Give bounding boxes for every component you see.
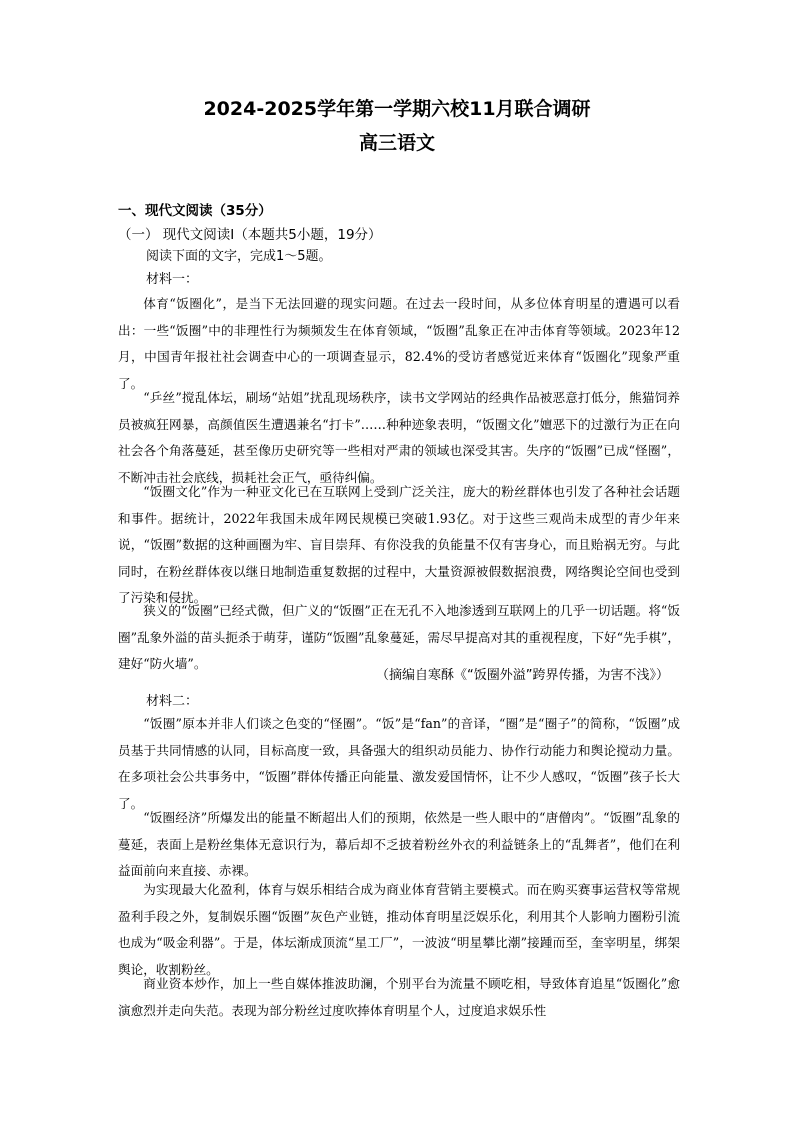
material-one-paragraph: “饭圈文化”作为一种亚文化已在互联网上受到广泛关注，庞大的粉丝群体也引发了各种社会话题和事件。据统计，2022年我国未成年网民规模已突破1.93亿。对于这些三观尚未成型的青少年来说，“饭圈”数据的这种画圈为牢、盲目崇拜、有你没我的负能量不仅有害身心，而且贻祸无穷。与此同时，在粉丝群体夜以继日地制造重复数据的过程中，大量资源被假数据浪费，网络舆论空间也受到了污染和侵扰。 [118,484,680,606]
material-two-paragraph: 商业资本炒作，加上一些自媒体推波助澜，个别平台为流量不顾吃相，导致体育追星“饭圈化”愈演愈烈并走向失范。表现为部分粉丝过度吹捧体育明星个人，过度追求娱乐性 [118,976,680,1018]
material-two-paragraph: 为实现最大化盈利，体育与娱乐相结合成为商业体育营销主要模式。而在购买赛事运营权等常规盈利手段之外，复制娱乐圈“饭圈”灰色产业链，推动体育明星泛娱乐化，利用其个人影响力圈粉引流也成为“吸金利器”。于是，体坛渐成顶流“星工厂”，一波波“明星攀比潮”接踵而至，奎宰明星，绑架舆论，收割粉丝。 [118,882,680,977]
section-heading: 一、现代文阅读（35分） [118,203,272,219]
material-one-paragraph: 狭义的“饭圈”已经式微，但广义的“饭圈”正在无孔不入地渗透到互联网上的几乎一切话题。将“饭圈”乱象外溢的苗头扼杀于萌芽，谨防“饭圈”乱象蔓延，需尽早提高对其的重视程度，下好“先手棋”，建好“防火墙”。 [118,603,680,672]
material-two-paragraph: “饭圈”原本并非人们谈之色变的“怪圈”。“饭”是“fan”的音译，“圈”是“圈子”的简称，“饭圈”成员基于共同情感的认同，目标高度一致，具备强大的组织动员能力、协作行动能力和舆论搅动力量。在多项社会公共事务中，“饭圈”群体传播正向能量、激发爱国情怀，让不少人感叹，“饭圈”孩子长大了。 [118,716,680,811]
instruction-text: 阅读下面的文字，完成1～5题。 [146,249,332,264]
exam-subject: 高三语文 [358,132,435,154]
material-one-paragraph: 体育“饭圈化”，是当下无法回避的现实问题。在过去一段时间，从多位体育明星的遭遇可以看出：一些“饭圈”中的非理性行为频频发生在体育领域，“饭圈”乱象正在冲击体育等领域。2023年12月，中国青年报社社会调查中心的一项调查显示，82.4%的受访者感觉近来体育“饭圈化”现象严重了。 [118,296,680,391]
material-one-paragraph: “乒丝”搅乱体坛，刷场“站姐”扰乱现场秩序，读书文学网站的经典作品被恶意打低分，熊猫饲养员被疯狂网暴，高颜值医生遭遇兼名“打卡”……种种迹象表明，“饭圈文化”嬗恶下的过激行为正在向社会各个角落蔓延，甚至像历史研究等一些相对严肃的领域也深受其害。失序的“饭圈”已成“怪圈”，不断冲击社会底线，损耗社会正气，亟待纠偏。 [118,390,680,485]
exam-title: 2024-2025学年第一学期六校11月联合调研 [203,98,591,120]
subsection-heading: （一） 现代文阅读Ⅰ（本题共5小题，19分） [118,227,382,243]
material-one-label: 材料一： [146,272,199,287]
material-two-label: 材料二： [146,694,199,709]
material-two-paragraph: “饭圈经济”所爆发出的能量不断超出人们的预期，依然是一些人眼中的“唐僧肉”。“饭圈”乱象的蔓延，表面上是粉丝集体无意识行为，幕后却不乏披着粉丝外衣的利益链条上的“乱舞者”，他们在利益面前向来直接、赤裸。 [118,810,680,879]
source-citation: （摘编自寒酥《“饭圈外溢”跨界传播，为害不浅》） [376,668,669,683]
